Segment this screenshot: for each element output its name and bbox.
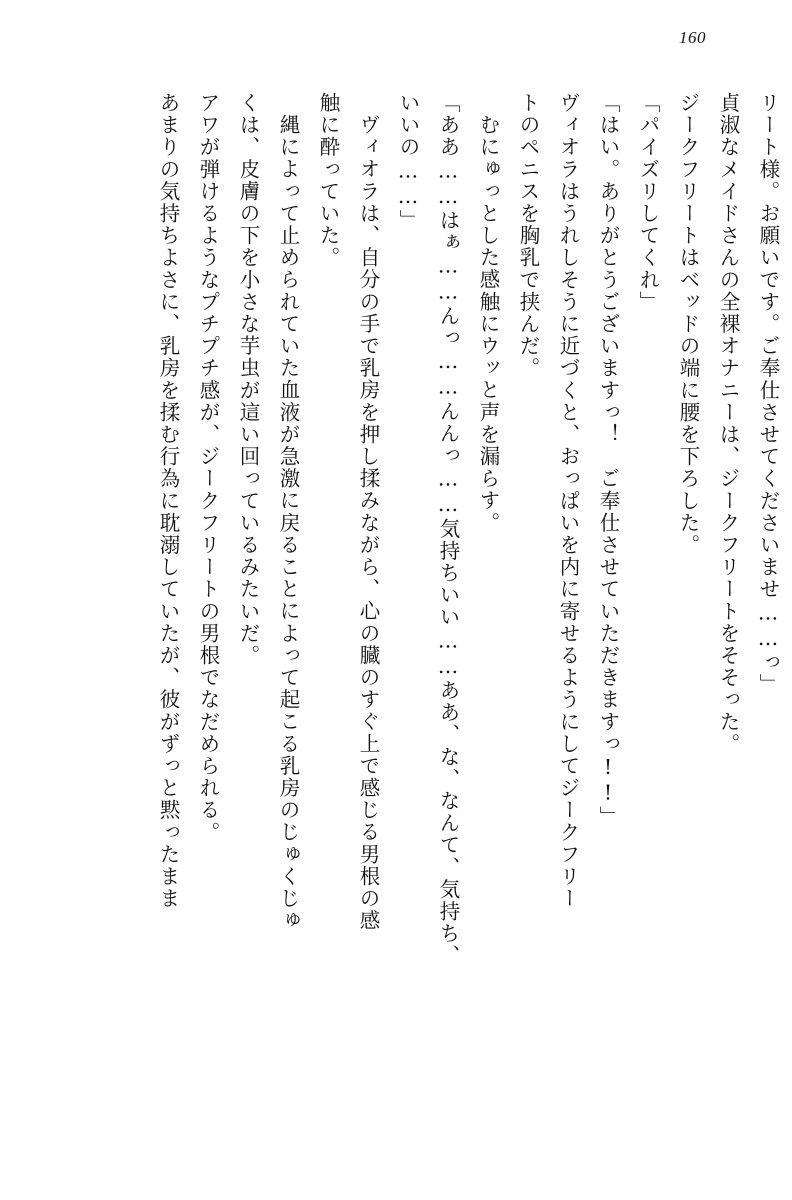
page-number: 160	[679, 28, 706, 47]
text-column: くは、皮膚の下を小さな芋虫が這い回っているみたいだ。	[236, 92, 260, 667]
text-column: 触に酔っていた。	[316, 92, 340, 269]
text-column: アワが弾けるようなプチプチ感が、ジークフリートの男根でなだめられる。	[196, 92, 220, 844]
text-column: 「ああ……はぁ……んっ……んんっ……気持ちいい……ああ、な、なんて、気持ち、	[436, 92, 460, 967]
text-column: ジークフリートはベッドの端に腰を下ろした。	[676, 92, 700, 557]
text-column: 「パイズリしてくれ」	[636, 92, 660, 313]
text-column: いいの……」	[396, 92, 420, 232]
text-column: 貞淑なメイドさんの全裸オナニーは、ジークフリートをそそった。	[716, 92, 740, 755]
text-column: リート様。お願いです。ご奉仕させてくださいませ……っ」	[756, 92, 780, 696]
text-column: ヴィオラはうれしそうに近づくと、おっぱいを内に寄せるようにしてジークフリー	[556, 92, 580, 910]
vertical-text-body	[14, 92, 778, 1164]
text-column: トのペニスを胸乳で挟んだ。	[516, 92, 540, 380]
text-column: あまりの気持ちよさに、乳房を揉む行為に耽溺していたが、彼がずっと黙ったまま	[156, 92, 180, 910]
text-column: 縄によって止められていた血液が急激に戻ることによって起こる乳房のじゅくじゅ	[276, 114, 300, 932]
text-column: むにゅっとした感触にウッと声を漏らす。	[476, 114, 500, 534]
text-column: ヴィオラは、自分の手で乳房を押し揉みながら、心の臓のすぐ上で感じる男根の感	[356, 114, 380, 932]
text-column: 「はい。ありがとうございますっ！ ご奉仕させていただきますっ!!」	[596, 92, 620, 829]
